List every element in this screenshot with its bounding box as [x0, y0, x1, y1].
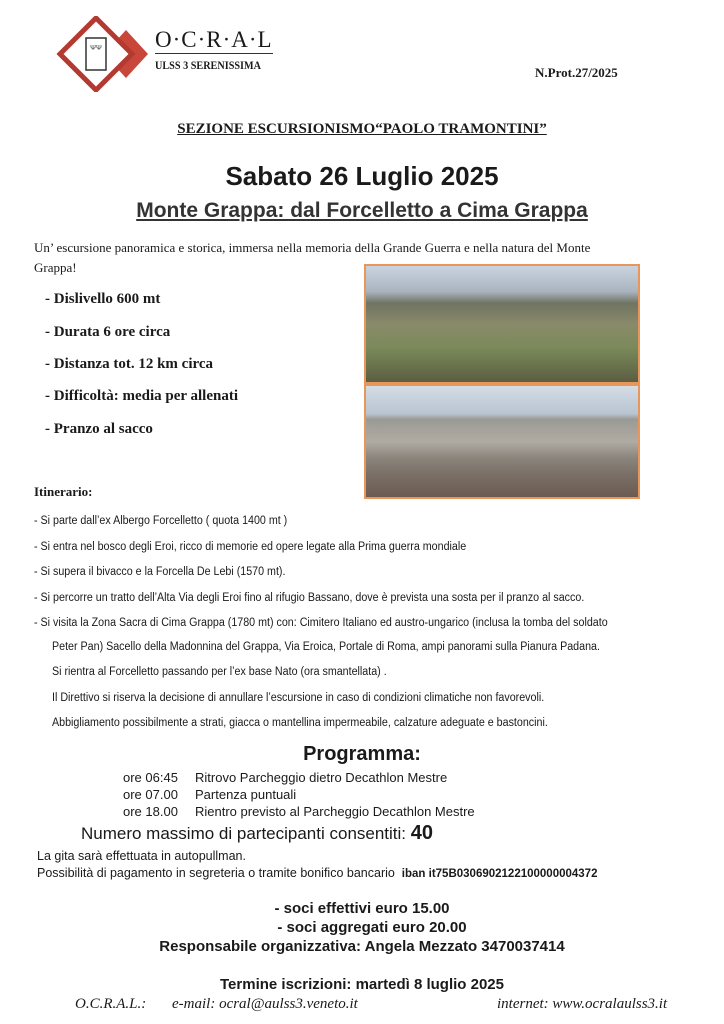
- event-date: Sabato 26 Luglio 2025: [225, 161, 499, 191]
- highlight-item: - Pranzo al sacco: [45, 421, 153, 437]
- program-heading: Programma:: [303, 743, 421, 765]
- mountain-landscape-photo: [364, 264, 640, 384]
- program-text: Partenza puntuali: [195, 787, 297, 802]
- footer-email[interactable]: e-mail: ocral@aulss3.veneto.it: [172, 996, 358, 1012]
- itinerary-note: Si rientra al Forcelletto passando per l’ex base Nato (ora smantellata) .: [52, 666, 387, 678]
- org-name: O·C·R·A·L: [155, 27, 273, 52]
- iban: iban it75B0306902122100000004372: [401, 868, 598, 880]
- program-item: [123, 786, 475, 803]
- organizer: Responsabile organizzativa: Angela Mezzato 3470037414: [159, 938, 565, 955]
- program-time: ore 18.00: [123, 804, 178, 819]
- itinerary-item: - Si parte dall’ex Albergo Forcelletto ( quota 1400 mt ): [34, 515, 288, 527]
- price-item: - soci aggregati euro 20.00: [277, 919, 467, 936]
- program-time: ore 07.00: [123, 787, 178, 802]
- highlight-item: - Dislivello 600 mt: [45, 291, 161, 307]
- itinerary-note: Peter Pan) Sacello della Madonnina del Grappa, Via Eroica, Portale di Roma, ampi panorami sulla Pianura Padana.: [52, 641, 600, 653]
- bus-note: La gita sarà effettuata in autopullman.: [37, 849, 246, 863]
- payment-text: Possibilità di pagamento in segreteria o tramite bonifico bancario: [37, 866, 395, 880]
- program-list: [123, 769, 475, 820]
- program-time: ore 06:45: [123, 770, 178, 785]
- org-subtitle: ULSS 3 SERENISSIMA: [155, 58, 262, 72]
- protocol-number: N.Prot.27/2025: [535, 65, 618, 80]
- ocral-logo: [44, 16, 148, 92]
- footer-website[interactable]: internet: www.ocralaulss3.it: [497, 996, 668, 1012]
- program-text: Rientro previsto al Parcheggio Decathlon Mestre: [195, 804, 475, 819]
- itinerary-item: - Si supera il bivacco e la Forcella De Lebi (1570 mt).: [34, 566, 286, 578]
- payment-note: [37, 866, 597, 880]
- intro-line: Un’ escursione panoramica e storica, immersa nella memoria della Grande Guerra e nella natura del Monte: [34, 240, 591, 255]
- war-memorial-photo: [364, 384, 640, 499]
- intro-line: Grappa!: [34, 260, 77, 275]
- section-heading: SEZIONE ESCURSIONISMO“PAOLO TRAMONTINI”: [177, 121, 547, 137]
- program-item: [123, 769, 475, 786]
- highlight-item: - Durata 6 ore circa: [45, 324, 171, 340]
- highlight-item: - Difficoltà: media per allenati: [45, 388, 239, 404]
- itinerary-note: Abbigliamento possibilmente a strati, giacca o mantellina impermeabile, calzature adeguate e bastoncini.: [52, 717, 548, 729]
- itinerary-item: - Si percorre un tratto dell’Alta Via degli Eroi fino al rifugio Bassano, dove è prevista una sosta per il pranzo al sacco.: [34, 592, 585, 604]
- max-participants-value: 40: [410, 822, 434, 844]
- footer-org: O.C.R.A.L.:: [75, 996, 147, 1012]
- registration-deadline: Termine iscrizioni: martedì 8 luglio 2025: [220, 976, 504, 993]
- max-participants: [81, 822, 433, 845]
- itinerary-item: - Si visita la Zona Sacra di Cima Grappa (1780 mt) con: Cimitero Italiano ed austro-ungarico (inclusa la tomba del soldato: [34, 617, 608, 629]
- itinerary-note: Il Direttivo si riserva la decisione di annullare l’escursione in caso di condizioni climatiche non favorevoli.: [52, 692, 545, 704]
- svg-text:ΨΨ: ΨΨ: [90, 45, 102, 52]
- program-text: Ritrovo Parcheggio dietro Decathlon Mestre: [195, 770, 448, 785]
- itinerary-item: - Si entra nel bosco degli Eroi, ricco di memorie ed opere legate alla Prima guerra mondiale: [34, 541, 467, 553]
- max-participants-label: Numero massimo di partecipanti consentiti:: [81, 824, 407, 843]
- highlight-item: - Distanza tot. 12 km circa: [45, 356, 214, 372]
- event-title: Monte Grappa: dal Forcelletto a Cima Grappa: [136, 199, 588, 222]
- program-item: [123, 803, 475, 820]
- itinerary-heading: Itinerario:: [34, 484, 93, 499]
- price-item: - soci effettivi euro 15.00: [274, 900, 450, 917]
